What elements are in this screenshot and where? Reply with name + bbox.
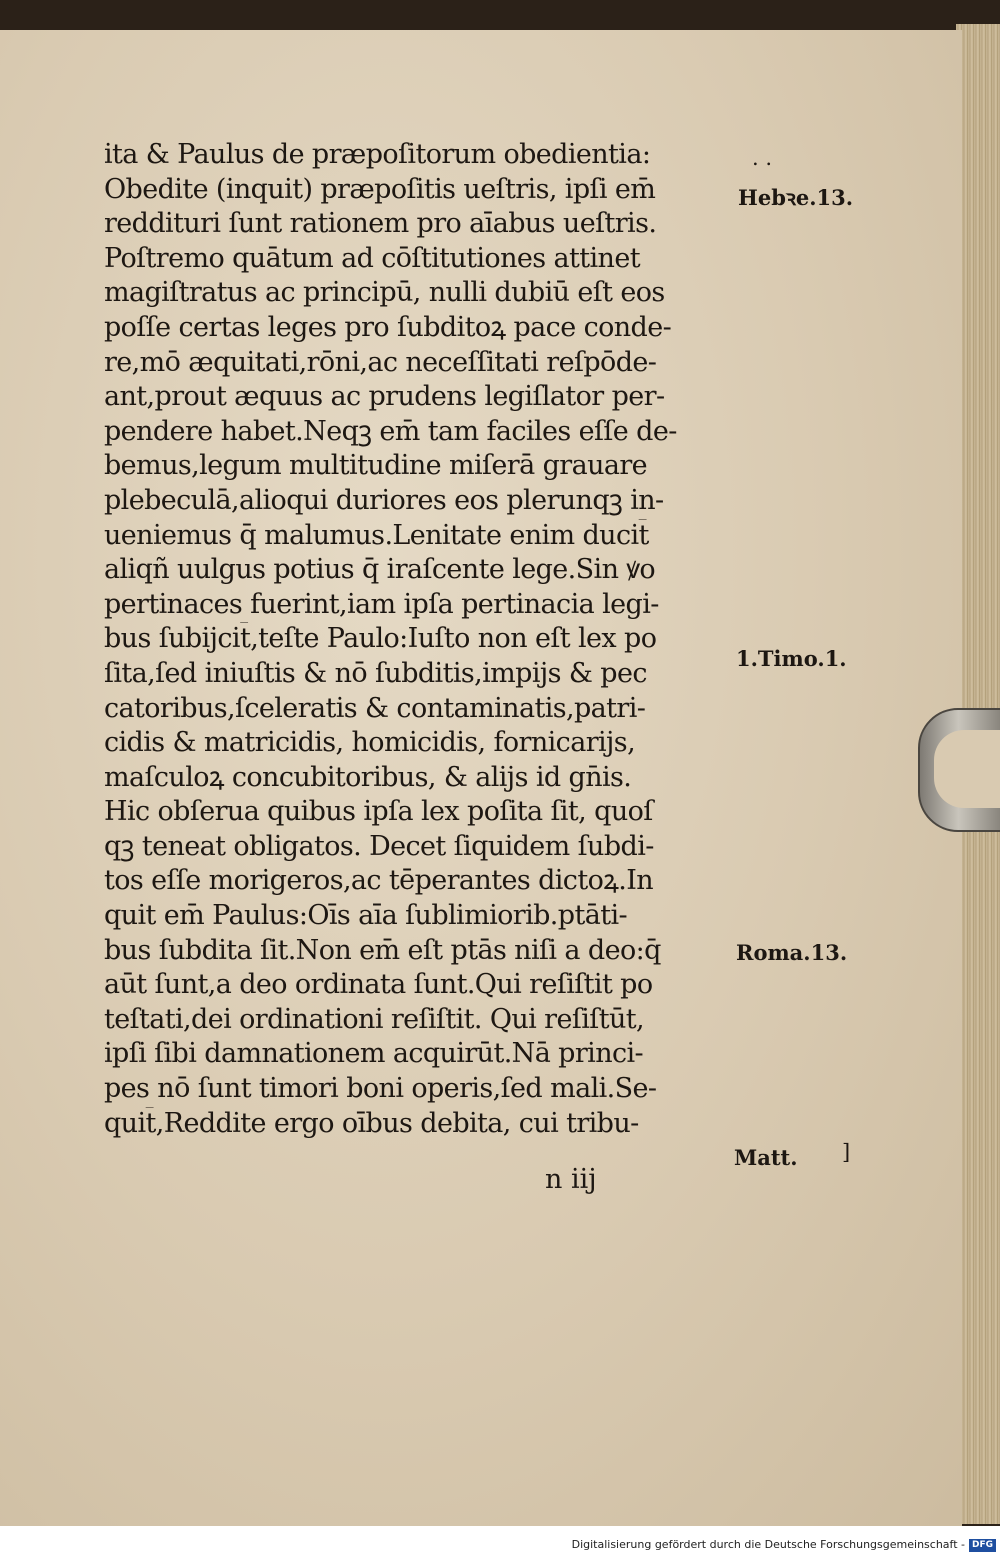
margin-note-romans: Roma.13. [736, 940, 848, 965]
text-line: aūt ſunt,a deo ordinata ſunt.Qui reſiſtit po [104, 969, 653, 1001]
text-line: ant,prout æquus ac prudens legiſlator per- [104, 381, 665, 413]
text-line: qꝫ teneat obligatos. Decet ſiquidem ſubdi- [104, 830, 654, 862]
text-line: catoribus,ſceleratis & contaminatis,patri- [104, 692, 646, 724]
text-line: poſſe certas leges pro ſubditoꝝ pace conde- [104, 311, 672, 343]
text-line: Poſtremo quātum ad cōſtitutiones attinet [104, 242, 640, 274]
text-line: pes nō ſunt timori boni operis,ſed mali.Se- [104, 1073, 657, 1105]
text-line: ipſi ſibi damnationem acquirūt.Nā princi- [104, 1038, 644, 1070]
text-line: Obedite (inquit) præpoſitis ueſtris, ipſi em̄ [104, 173, 656, 205]
text-line: quit̄,Reddite ergo oībus debita, cui tribu- [104, 1107, 639, 1139]
footer-credit [560, 1535, 1000, 1554]
margin-dots: . . [752, 146, 773, 170]
text-line: tos eſſe morigeros,ac tēperantes dictoꝝ.In [104, 865, 654, 897]
text-line: reddituri ſunt rationem pro aīabus ueſtris. [104, 208, 657, 240]
text-line: maſculoꝝ concubitoribus, & alijs id gn̄is. [104, 761, 632, 793]
margin-note-hebrews: Hebꝛe.13. [738, 185, 854, 210]
text-line: bus ſubijcit̄,teſte Paulo:Iuſto non eſt lex po [104, 623, 657, 655]
book-clasp-opening [934, 730, 1000, 808]
body-text [104, 138, 736, 1141]
text-line: pertinaces fuerint,iam ipſa pertinacia legi- [104, 588, 659, 620]
text-line: bemus,legum multitudine miſerā grauare [104, 450, 648, 482]
margin-bracket: ] [842, 1140, 851, 1164]
text-line: re,mō æquitati,rōni,ac neceſſitati reſpōde- [104, 346, 657, 378]
text-line: ita & Paulus de præpoſitorum obedientia: [104, 139, 651, 170]
text-line: plebeculā,alioqui duriores eos plerunqꝫ in- [104, 484, 664, 516]
footer-credit-text: Digitalisierung gefördert durch die Deutsche Forschungsgemeinschaft - [571, 1538, 965, 1551]
text-line: bus ſubdita ſit.Non em̄ eſt ptās niſi a deo:q̄ [104, 934, 661, 966]
margin-note-matthew: Matt. [734, 1145, 798, 1170]
text-line: Hic obſerua quibus ipſa lex poſita ſit, quoſ [104, 796, 653, 828]
folio-signature: n iij [545, 1164, 597, 1195]
text-line: ueniemus q̄ malumus.Lenitate enim ducit̄ [104, 519, 649, 551]
text-line: magiſtratus ac principū, nulli dubiū eſt eos [104, 277, 665, 309]
dfg-logo-icon: DFG [969, 1539, 996, 1552]
book-clasp [918, 708, 1000, 832]
text-line: cidis & matricidis, homicidis, fornicarijs, [104, 727, 636, 759]
margin-note-timothy: 1.Timo.1. [736, 646, 847, 671]
text-line: pendere habet.Neqꝫ em̄ tam faciles eſſe de- [104, 415, 677, 447]
text-line: ſita,ſed iniuſtis & nō ſubditis,impijs & pec [104, 657, 647, 689]
text-line: aliqñ uulgus potius q̄ iraſcente lege.Sin ꝟo [104, 554, 655, 586]
text-line: teſtati,dei ordinationi reſiſtit. Qui reſiſtūt, [104, 1003, 644, 1035]
text-line: quit em̄ Paulus:Oīs aīa ſublimiorib.ptāti- [104, 900, 628, 932]
